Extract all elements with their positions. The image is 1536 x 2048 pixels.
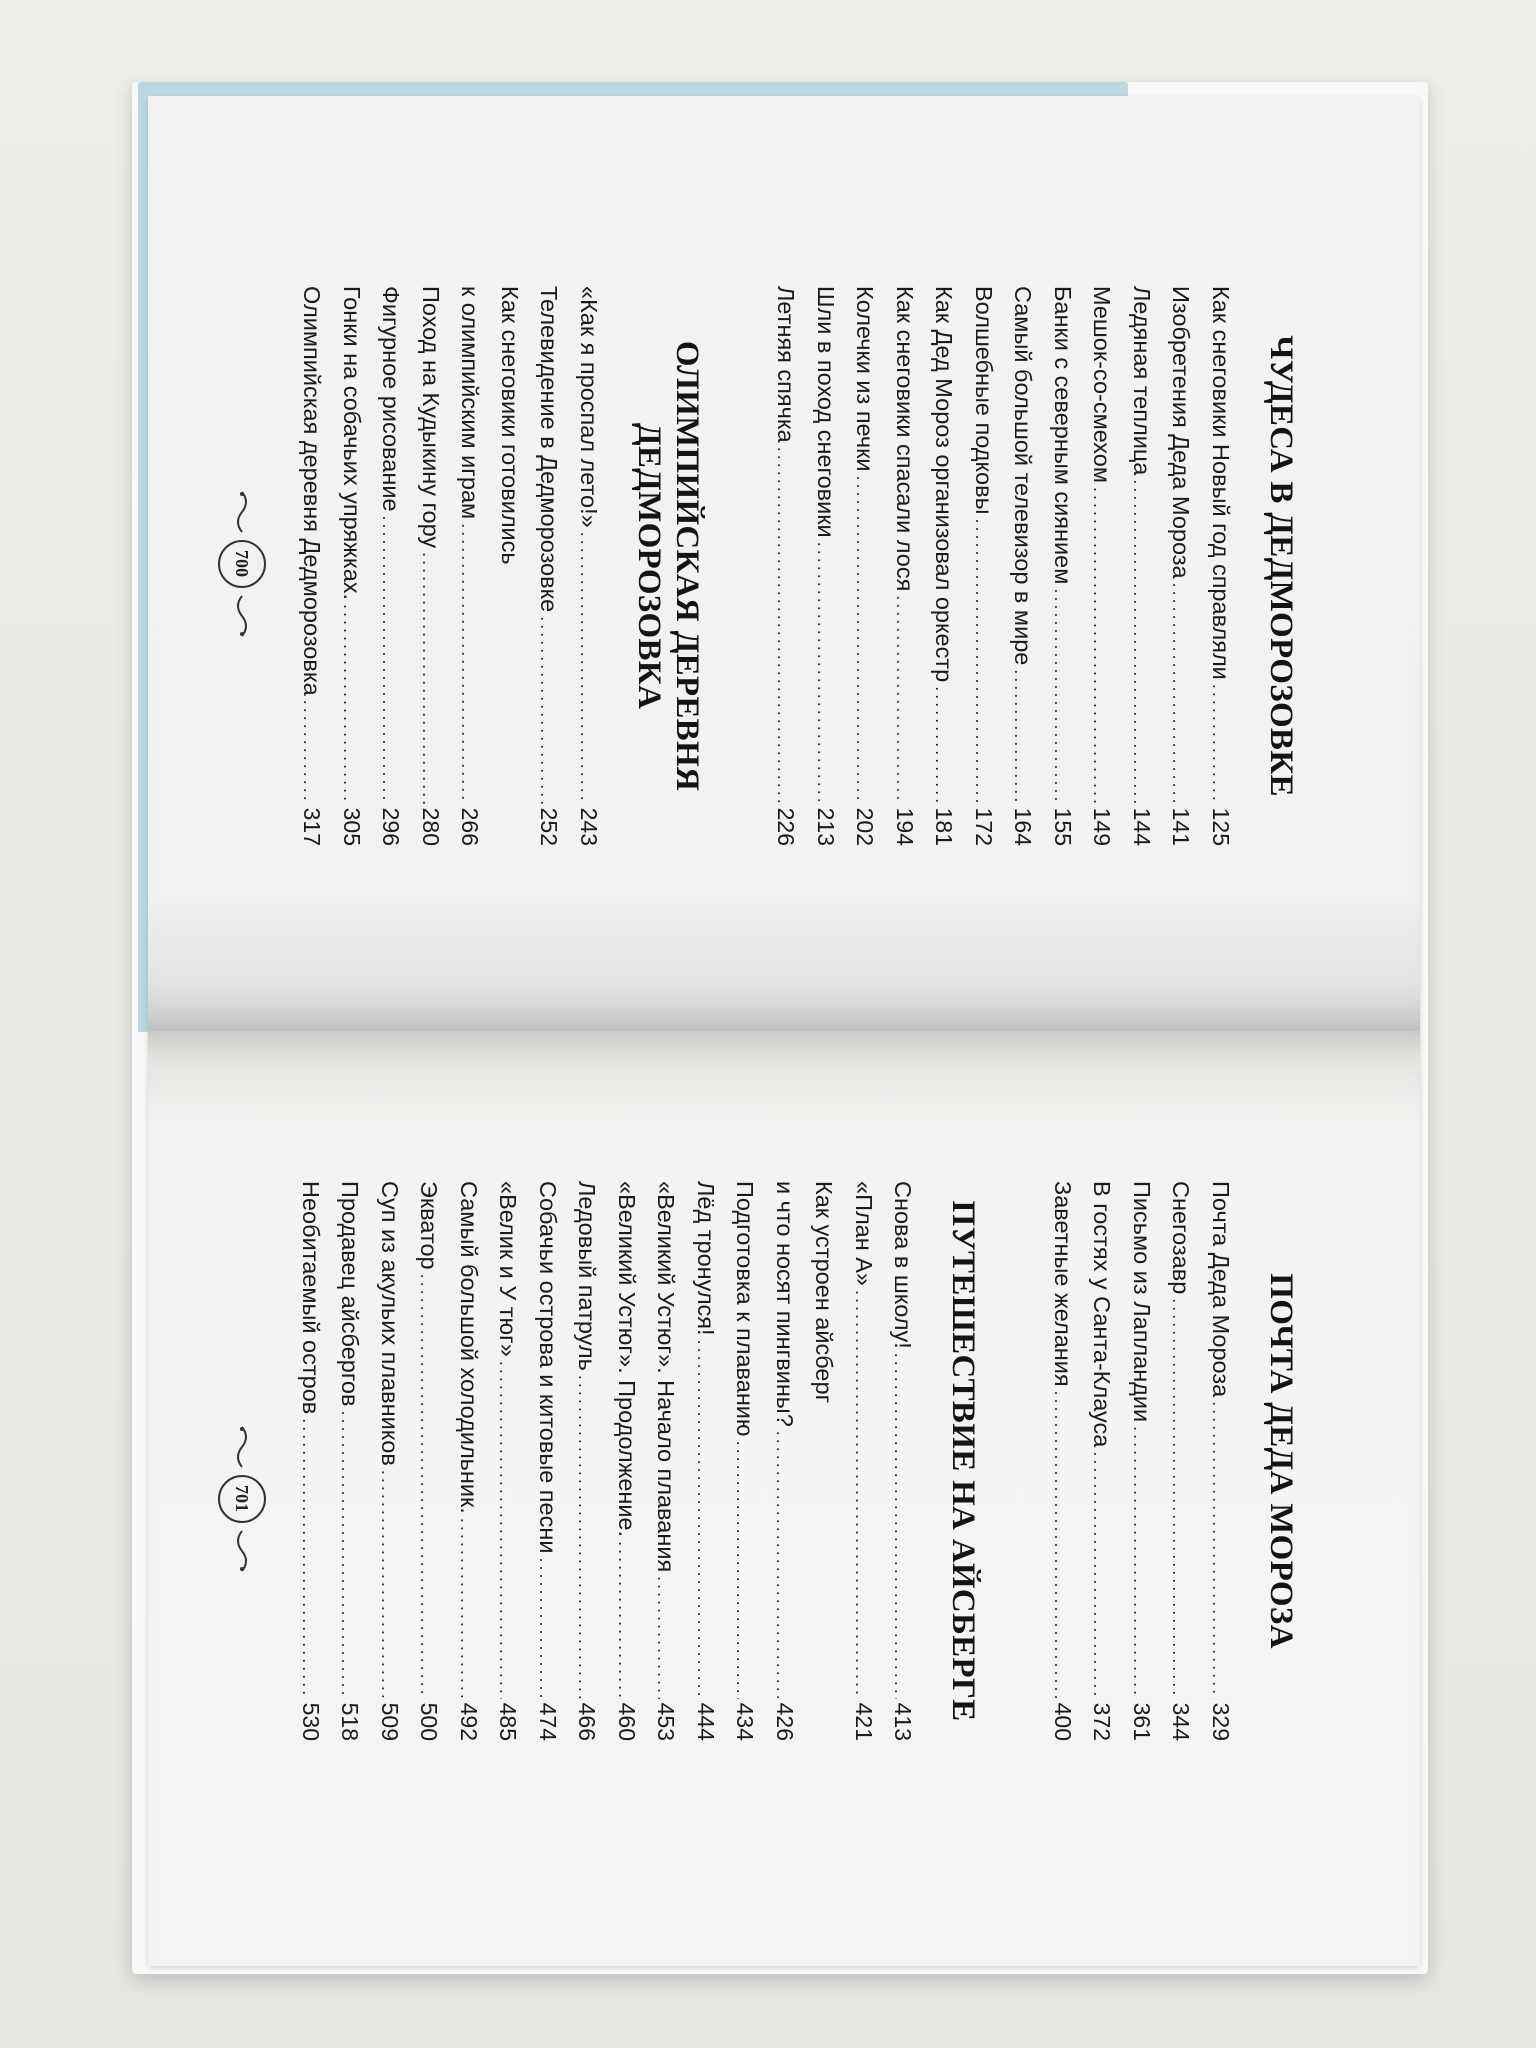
- toc-leader-dots: [764, 447, 804, 804]
- toc-leader-dots: [526, 1557, 566, 1698]
- toc-section: [291, 1181, 983, 1741]
- right-page-toc: [231, 1181, 1301, 1741]
- toc-leader-dots: [1080, 1451, 1120, 1698]
- toc-entry: [370, 1181, 410, 1741]
- toc-entry: [766, 286, 806, 846]
- toc-entry-page: 125: [1208, 807, 1234, 846]
- toc-entry-label: Подготовка к плаванию: [732, 1181, 759, 1437]
- toc-entry-label: к олимпийским играм: [457, 286, 484, 520]
- toc-entry: [292, 286, 332, 846]
- toc-leader-dots: [328, 1410, 368, 1698]
- toc-leader-dots: [1080, 487, 1120, 804]
- page-number: 700: [232, 550, 253, 577]
- toc-leader-dots: [1041, 1391, 1081, 1699]
- toc-leader-dots: [922, 686, 962, 803]
- toc-entry-page: 413: [890, 1702, 917, 1741]
- toc-entry-page: 296: [378, 807, 405, 846]
- toc-entry-page: 492: [456, 1702, 482, 1741]
- toc-entry: [1043, 1181, 1083, 1741]
- page-number-badge: [218, 1475, 266, 1523]
- toc-entry-page: 509: [377, 1702, 403, 1741]
- toc-leader-dots: [1199, 684, 1239, 804]
- toc-entry-label: Волшебные подковы: [971, 286, 997, 515]
- toc-leader-dots: [1199, 1401, 1239, 1698]
- page-number: 701: [232, 1485, 253, 1512]
- toc-entry: [411, 286, 451, 846]
- toc-entry-label: Летняя спячка: [773, 286, 800, 443]
- toc-entry-label: «Велик и У тюг»: [495, 1181, 522, 1357]
- toc-entry: [490, 286, 530, 846]
- toc-entry-page: 266: [457, 807, 484, 846]
- toc-entry-page: 444: [693, 1702, 719, 1741]
- toc-entry-page: 202: [852, 807, 879, 846]
- toc-entry: [332, 286, 372, 846]
- toc-entry: [291, 1181, 331, 1741]
- toc-entry-label: Как снеговики Новый год справляли: [1208, 286, 1234, 680]
- toc-leader-dots: [330, 604, 370, 804]
- ornament-left-icon: [234, 1425, 250, 1469]
- toc-leader-dots: [486, 1361, 526, 1699]
- toc-entry-label: Мешок-со-смехом: [1089, 286, 1116, 484]
- toc-entry-label: Как Дед Мороз организовал оркестр: [931, 286, 958, 683]
- toc-entry-label: Как снеговики спасали лося: [892, 286, 918, 592]
- toc-leader-dots: [1120, 1426, 1160, 1698]
- toc-entry: [725, 1181, 765, 1741]
- toc-entry-page: 474: [535, 1702, 561, 1741]
- toc-entry-label: Письмо из Лапландии: [1129, 1181, 1155, 1423]
- toc-entry-label: Экватор: [416, 1181, 443, 1270]
- toc-entry-label: Снегозавр: [1168, 1181, 1195, 1295]
- toc-entry-page: 226: [773, 807, 800, 846]
- toc-entry-label: Телевидение в Дедморозовке: [536, 286, 563, 613]
- section-title-line: ДЕДМОРОЗОВКА: [631, 422, 667, 710]
- toc-leader-dots: [1159, 583, 1199, 804]
- toc-entry-label: Колечки из печки: [852, 286, 879, 472]
- toc-entry: [686, 1181, 726, 1741]
- toc-section: [766, 286, 1300, 846]
- toc-leader-dots: [527, 616, 567, 803]
- toc-entry-page: 500: [416, 1702, 443, 1741]
- toc-leader-dots: [368, 1470, 408, 1699]
- toc-entry-label: Банки с северным сиянием: [1050, 286, 1076, 585]
- toc-entry-page: 400: [1050, 1702, 1076, 1741]
- toc-entry-label: Гонки на собачьих упряжках.: [339, 286, 365, 601]
- toc-entry: [529, 286, 569, 846]
- toc-leader-dots: [962, 519, 1002, 804]
- toc-entry: [450, 286, 490, 846]
- toc-entry: [806, 286, 846, 846]
- toc-entry: [844, 1181, 884, 1741]
- toc-leader-dots: [1120, 479, 1160, 803]
- toc-entry: [845, 286, 885, 846]
- toc-entry-page: 426: [772, 1702, 798, 1741]
- toc-leader-dots: [723, 1441, 763, 1699]
- toc-entry-label: Снова в школу!: [890, 1181, 917, 1349]
- toc-entry-label: Олимпийская деревня Дедморозовка: [299, 286, 326, 696]
- left-page: [148, 96, 1420, 1031]
- toc-leader-dots: [289, 1418, 329, 1698]
- toc-leader-dots: [684, 1340, 724, 1699]
- toc-entry-label: Изобретения Деда Мороза: [1168, 286, 1195, 579]
- toc-entry-label: «План А»: [851, 1181, 877, 1286]
- toc-entry-label: Фигурное рисование: [378, 286, 405, 512]
- toc-entry: [1082, 1181, 1122, 1741]
- toc-entry: [488, 1181, 528, 1741]
- toc-entry: [964, 286, 1004, 846]
- toc-leader-dots: [407, 1274, 447, 1699]
- section-title: [630, 286, 706, 846]
- toc-entry: [607, 1181, 647, 1741]
- toc-entry: [1122, 286, 1162, 846]
- toc-entry: [1003, 286, 1043, 846]
- toc-leader-dots: [1159, 1298, 1199, 1698]
- section-title: [945, 1181, 983, 1741]
- toc-entry-label: В гостях у Санта-Клауса: [1089, 1181, 1116, 1448]
- toc-entry-label: Как устроен айсберг: [811, 1181, 838, 1404]
- toc-entry-label: Необитаемый остров: [298, 1181, 324, 1415]
- toc-entry: [1201, 286, 1241, 846]
- toc-entry-page: 155: [1050, 807, 1076, 846]
- toc-entry-page: 453: [653, 1702, 680, 1741]
- toc-entry-page: 280: [418, 807, 444, 846]
- toc-entry-page: 305: [339, 807, 365, 846]
- toc-entry: [804, 1181, 844, 1741]
- toc-entry-page: 372: [1089, 1702, 1116, 1741]
- toc-entry-page: 530: [298, 1702, 324, 1741]
- toc-entry-label: Почта Деда Мороза: [1208, 1181, 1234, 1398]
- toc-entry: [528, 1181, 568, 1741]
- toc-entry-page: 194: [892, 807, 918, 846]
- toc-entry-label: Продавец айсбергов: [337, 1181, 364, 1407]
- toc-entry-page: 344: [1168, 1702, 1195, 1741]
- toc-entry-page: 317: [299, 807, 326, 846]
- toc-entry-page: 518: [337, 1702, 364, 1741]
- toc-entry-label: Ледовый патруль: [574, 1181, 601, 1371]
- toc-section: [1043, 1181, 1301, 1741]
- toc-leader-dots: [369, 516, 409, 804]
- open-book: [148, 96, 1420, 1966]
- ornament-left-icon: [234, 490, 250, 534]
- toc-leader-dots: [644, 1576, 684, 1698]
- toc-entry-label: Поход на Кудыкину гору: [418, 286, 444, 549]
- section-title-line: ЧУДЕСА В ДЕДМОРОЗОВКЕ: [1263, 335, 1299, 797]
- toc-entry-label: Суп из акульих плавников: [377, 1181, 403, 1466]
- toc-leader-dots: [1041, 588, 1081, 803]
- page-number-badge: [218, 540, 266, 588]
- toc-leader-dots: [567, 532, 607, 804]
- toc-entry-label: Заветные желания: [1050, 1181, 1076, 1387]
- toc-entry-page: 181: [931, 807, 958, 846]
- toc-entry: [1082, 286, 1122, 846]
- toc-entry-page: 421: [851, 1702, 877, 1741]
- toc-entry-label: Лёд тронулся!: [693, 1181, 719, 1336]
- section-title: [1262, 1181, 1300, 1741]
- toc-leader-dots: [409, 552, 449, 803]
- toc-entry: [567, 1181, 607, 1741]
- toc-leader-dots: [883, 595, 923, 803]
- toc-leader-dots: [1001, 669, 1041, 803]
- toc-entry-page: 361: [1129, 1702, 1155, 1741]
- toc-entry-label: Собачьи острова и китовые песни: [535, 1181, 561, 1554]
- left-page-toc: [232, 286, 1300, 846]
- toc-leader-dots: [881, 1353, 921, 1699]
- book-spread: [148, 96, 1420, 1966]
- toc-entry-label: Самый большой телевизор в мире: [1010, 286, 1037, 666]
- toc-entry-page: 252: [536, 807, 563, 846]
- toc-entry: [1122, 1181, 1162, 1741]
- toc-leader-dots: [763, 1431, 803, 1699]
- toc-entry-label: Самый большой холодильник.: [456, 1181, 482, 1514]
- toc-entry-page: 144: [1129, 807, 1155, 846]
- toc-entry-page: 329: [1208, 1702, 1234, 1741]
- toc-leader-dots: [448, 523, 488, 803]
- toc-leader-dots: [290, 700, 330, 804]
- toc-entry-page: 172: [971, 807, 997, 846]
- toc-section: [292, 286, 706, 846]
- toc-leader-dots: [447, 1518, 487, 1699]
- toc-entry: [1201, 1181, 1241, 1741]
- toc-entry: [885, 286, 925, 846]
- toc-entry-page: 213: [813, 807, 839, 846]
- toc-entry-label: Как снеговики готовились: [497, 286, 523, 565]
- ornament-right-icon: [234, 1529, 250, 1573]
- toc-leader-dots: [804, 542, 844, 804]
- toc-entry: [569, 286, 609, 846]
- toc-entry-label: Ледяная теплица: [1129, 286, 1155, 476]
- toc-leader-dots: [605, 1541, 645, 1699]
- toc-entry-page: 164: [1010, 807, 1037, 846]
- section-title: [1262, 286, 1300, 846]
- toc-leader-dots: [842, 1290, 882, 1699]
- toc-entry: [765, 1181, 805, 1741]
- toc-entry-label: «Великий Устюг». Начало плавания: [653, 1181, 680, 1573]
- section-title-line: ПУТЕШЕСТВИЕ НА АЙСБЕРГЕ: [945, 1200, 982, 1722]
- right-page-folio: [218, 1425, 266, 1573]
- toc-entry-label: «Великий Устюг». Продолжение.: [614, 1181, 640, 1538]
- toc-entry-page: 466: [574, 1702, 601, 1741]
- toc-entry-page: 434: [732, 1702, 759, 1741]
- toc-entry-page: 149: [1089, 807, 1116, 846]
- toc-entry: [1161, 1181, 1201, 1741]
- toc-entry-label: Шли в поход снеговики: [813, 286, 839, 538]
- toc-leader-dots: [565, 1375, 605, 1699]
- toc-entry: [924, 286, 964, 846]
- section-title-line: ПОЧТА ДЕДА МОРОЗА: [1263, 1273, 1299, 1649]
- toc-entry: [371, 286, 411, 846]
- toc-entry-page: 460: [614, 1702, 640, 1741]
- toc-entry-page: 243: [576, 807, 602, 846]
- toc-entry: [883, 1181, 923, 1741]
- right-page: [148, 1031, 1420, 1966]
- ornament-right-icon: [234, 594, 250, 638]
- section-title-line: ОЛИМПИЙСКАЯ ДЕРЕВНЯ: [669, 340, 705, 792]
- toc-entry-page: 485: [495, 1702, 522, 1741]
- toc-entry: [409, 1181, 449, 1741]
- toc-leader-dots: [843, 476, 883, 804]
- toc-entry-label: и что носят пингвины?: [772, 1181, 798, 1427]
- toc-entry: [646, 1181, 686, 1741]
- toc-entry: [1161, 286, 1201, 846]
- left-page-folio: [218, 490, 266, 638]
- toc-entry-label: «Как я проспал лето!»: [576, 286, 602, 528]
- toc-entry: [1043, 286, 1083, 846]
- toc-entry: [449, 1181, 489, 1741]
- toc-entry: [330, 1181, 370, 1741]
- toc-entry-page: 141: [1168, 807, 1195, 846]
